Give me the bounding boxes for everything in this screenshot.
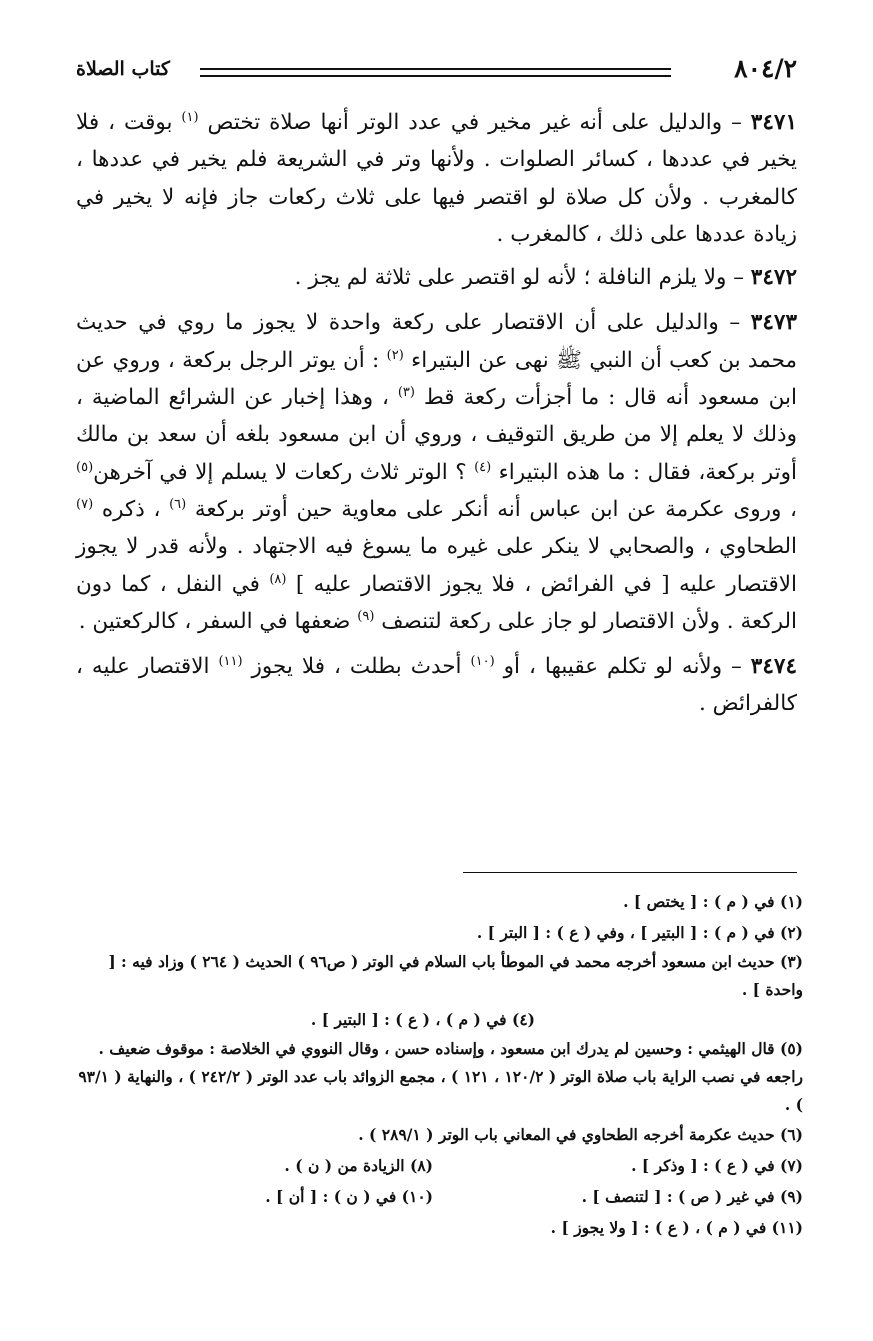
paragraph-3473 [76, 304, 797, 640]
footnote-1: (١) في ( م ) : [ يختص ] . [623, 892, 803, 911]
paragraph-text: – والدليل على أن الاقتصار على ركعة واحدة لا يجوز ما روي في حديث محمد بن كعب أن النبي ﷺ نهى عن البتيراء [76, 310, 797, 373]
footnote-ref: (٦) [169, 496, 187, 512]
paragraph-text: ، ذكره [93, 496, 170, 522]
page-number: ٨٠٤/٢ [734, 54, 797, 83]
paragraph-3472 [76, 259, 797, 296]
paragraph-3471 [76, 104, 797, 253]
paragraph-text: – والدليل على أنه غير مخير في عدد الوتر أنها صلاة تختص [198, 110, 751, 135]
footnote-8: (٨) الزيادة من ( ن ) . [284, 1156, 433, 1175]
footnotes [76, 886, 803, 1243]
running-title: كتاب الصلاة [76, 58, 170, 80]
footnote-ref: (٣) [397, 384, 415, 400]
footnote-ref: (٨) [269, 571, 287, 587]
paragraph-text: – ولا يلزم النافلة ؛ لأنه لو اقتصر على ثلاثة لم يجز . [294, 265, 751, 291]
paragraph-text: في النفل ، كما دون الركعة . ولأن الاقتصار لو جاز على ركعة لتنصف [76, 571, 797, 634]
paragraph-text: ضعفها في السفر ، كالركعتين . [78, 608, 358, 634]
footnote-ref: (٥) [76, 459, 94, 475]
paragraph-text: ، وروى عكرمة عن ابن عباس أنه أنكر على معاوية حين أوتر بركعة [186, 496, 797, 522]
footnote-3: (٣) حديث ابن مسعود أخرجه محمد في الموطأ باب السلام في الوتر ( ص٩٦ ) الحديث ( ٢٦٤ ) وزاد فيه : [ واحدة ] . [108, 952, 803, 999]
footnote-ref: (٤) [474, 459, 492, 475]
paragraph-text: : أن يوتر الرجل بركعة ، وروي عن ابن مسعود أنه قال : ما أجزأت ركعة قط [76, 347, 797, 411]
footnote-6: (٦) حديث عكرمة أخرجه الطحاوي في المعاني باب الوتر ( ٢٨٩/١ ) . [358, 1125, 803, 1144]
paragraph-text: – ولأنه لو تكلم عقيبها ، أو [494, 654, 751, 680]
footnote-ref: (١٠) [470, 654, 495, 669]
footnote-7: (٧) في ( ع ) : [ وذكر ] . [631, 1156, 803, 1175]
footnote-4: (٤) في ( م ) ، ( ع ) : [ البتير ] . [310, 1010, 535, 1029]
paragraph-text: ؟ الوتر ثلاث ركعات لا يسلم إلا في آخرهن [93, 459, 475, 485]
paragraph-text: ، وهذا إخبار عن الشرائع الماضية ، وذلك لا يعلم إلا من طريق التوقيف ، وروي أن ابن مسعود بلغه أن سعد بن مالك أوتر بركعة، فقال : ما هذه البتيراء [76, 385, 797, 485]
page-header [76, 50, 797, 90]
paragraph-number: ٣٤٧١ [750, 110, 797, 135]
paragraph-text: الاقتصار عليه ، كالفرائض . [76, 654, 797, 717]
header-double-rule [200, 68, 671, 77]
footnote-5: (٥) قال الهيثمي : وحسين لم يدرك ابن مسعود ، وإسناده حسن ، وقال النووي في الخلاصة : موقوف ضعيف . راجعه في نصب الراية باب صلاة الوتر ( ١٢٠/٢ ، ١٢١ ) ، مجمع الزوائد باب عدد الوتر ( ٢٤٢/٢ ) ، والنهاية ( ٩٣/١ ) . [78, 1039, 803, 1114]
main-text [76, 104, 797, 731]
paragraph-number: ٣٤٧٣ [750, 310, 797, 336]
footnote-10: (١٠) في ( ن ) : [ أن ] . [265, 1187, 433, 1206]
footnote-separator [463, 872, 797, 873]
footnote-9: (٩) في غير ( ص ) : [ لتنصف ] . [581, 1187, 803, 1206]
paragraph-number: ٣٤٧٢ [750, 265, 797, 291]
footnote-ref: (٢) [386, 347, 404, 363]
footnote-11: (١١) في ( م ) ، ( ع ) : [ ولا يجوز ] . [550, 1218, 803, 1237]
footnote-ref: (١١) [218, 654, 243, 669]
paragraph-text: الطحاوي ، والصحابي لا ينكر على غيره ما يسوغ فيه الاجتهاد . ولأنه قدر لا يجوز الاقتصار عليه [ في الفرائض ، فلا يجوز الاقتصار عليه ] [76, 534, 797, 597]
footnote-2: (٢) في ( م ) : [ البتير ] ، وفي ( ع ) : [ البتر ] . [476, 923, 803, 942]
paragraph-number: ٣٤٧٤ [750, 654, 797, 680]
paragraph-text: بوقت ، فلا يخير في عددها ، كسائر الصلوات . ولأنها وتر في الشريعة فلم يخير في عددها ، كالمغرب . ولأن كل صلاة لو اقتصر فيها على ثلاث ركعات جاز فإنه لا يخير في زيادة عددها على ذلك ، كالمغرب . [76, 110, 797, 247]
paragraph-3474 [76, 648, 797, 723]
footnote-ref: (١) [181, 109, 199, 125]
footnote-row [76, 1150, 803, 1181]
footnote-ref: (٧) [76, 496, 94, 512]
paragraph-text: أحدث بطلت ، فلا يجوز [242, 654, 471, 680]
footnote-ref: (٩) [357, 608, 375, 624]
footnote-row [76, 1181, 803, 1212]
